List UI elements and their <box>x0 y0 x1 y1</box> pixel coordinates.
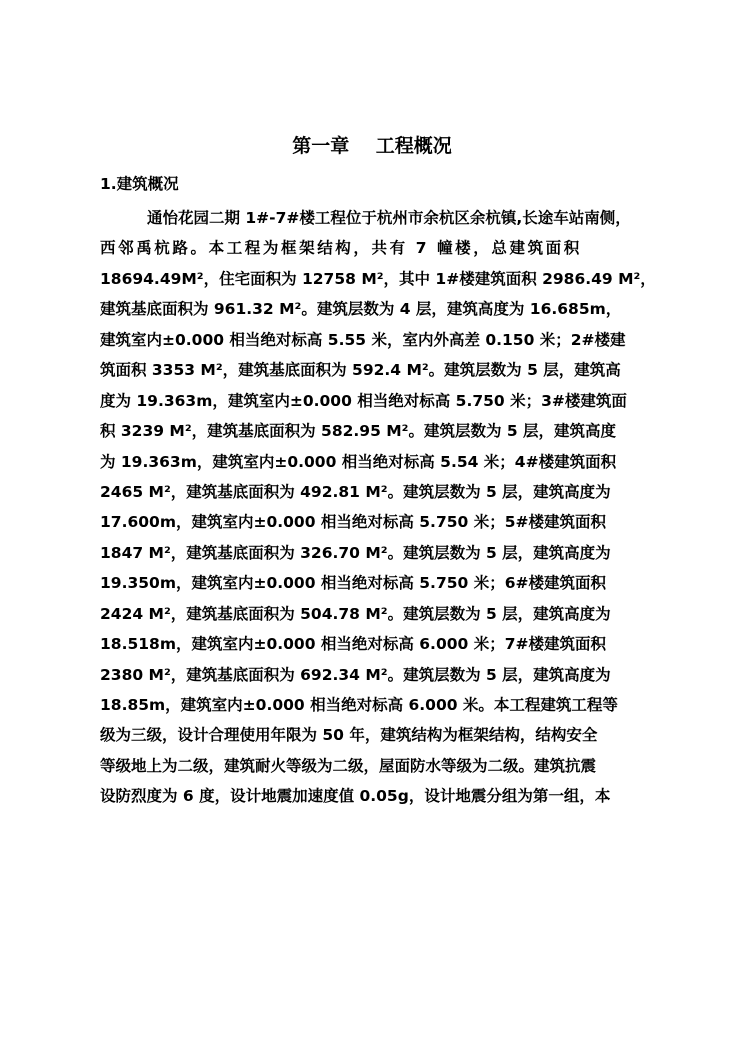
chapter-title: 第一章 工程概况 <box>292 135 452 157</box>
paragraph-line: 18694.49M²，住宅面积为 12758 M²，其中 1#楼建筑面积 2986.49 M²， <box>100 269 656 288</box>
paragraph-line: 通怡花园二期 1#-7#楼工程位于杭州市余杭区余杭镇,长途车站南侧， <box>147 209 631 227</box>
paragraph-line: 筑面积 3353 M²，建筑基底面积为 592.4 M²。建筑层数为 5 层，建筑高 <box>100 361 621 380</box>
paragraph-line: 17.600m，建筑室内±0.000 相当绝对标高 5.750 米；5#楼建筑面积 <box>100 513 606 532</box>
paragraph-line: 建筑室内±0.000 相当绝对标高 5.55 米，室内外高差 0.150 米；2#楼建 <box>100 330 626 349</box>
paragraph-line: 18.518m，建筑室内±0.000 相当绝对标高 6.000 米；7#楼建筑面积 <box>100 635 606 654</box>
paragraph-line: 设防烈度为 6 度，设计地震加速度值 0.05g，设计地震分组为第一组，本 <box>100 787 611 806</box>
paragraph-line: 度为 19.363m，建筑室内±0.000 相当绝对标高 5.750 米；3#楼建筑面 <box>100 391 627 410</box>
paragraph-line: 积 3239 M²，建筑基底面积为 582.95 M²。建筑层数为 5 层，建筑高度 <box>100 422 617 441</box>
section-heading: 1.建筑概况 <box>100 175 179 193</box>
paragraph-line: 18.85m，建筑室内±0.000 相当绝对标高 6.000 米。本工程建筑工程等 <box>100 696 618 714</box>
paragraph-line: 2465 M²，建筑基底面积为 492.81 M²。建筑层数为 5 层，建筑高度为 <box>100 482 611 501</box>
paragraph-line: 19.350m，建筑室内±0.000 相当绝对标高 5.750 米；6#楼建筑面积 <box>100 574 606 593</box>
paragraph-line: 2424 M²，建筑基底面积为 504.78 M²。建筑层数为 5 层，建筑高度为 <box>100 604 611 623</box>
paragraph-line: 西邻禹杭路。本工程为框架结构，共有 7 幢楼，总建筑面积 <box>100 239 582 258</box>
paragraph-line: 2380 M²，建筑基底面积为 692.34 M²。建筑层数为 5 层，建筑高度为 <box>100 665 611 684</box>
paragraph-line: 级为三级，设计合理使用年限为 50 年，建筑结构为框架结构，结构安全 <box>100 726 598 745</box>
paragraph-line: 建筑基底面积为 961.32 M²。建筑层数为 4 层，建筑高度为 16.685m， <box>100 300 622 319</box>
paragraph-line: 1847 M²，建筑基底面积为 326.70 M²。建筑层数为 5 层，建筑高度为 <box>100 543 611 562</box>
paragraph-line: 等级地上为二级，建筑耐火等级为二级，屋面防水等级为二级。建筑抗震 <box>100 756 597 775</box>
body-paragraph <box>100 203 660 812</box>
paragraph-line: 为 19.363m，建筑室内±0.000 相当绝对标高 5.54 米；4#楼建筑面积 <box>100 452 617 471</box>
